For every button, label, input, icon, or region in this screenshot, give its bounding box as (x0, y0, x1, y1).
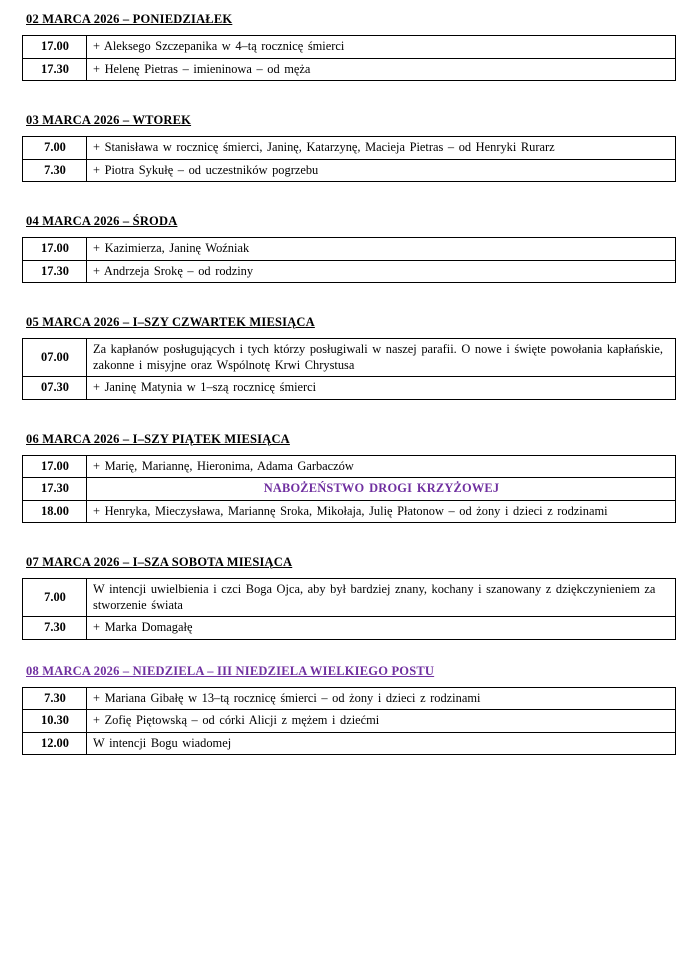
table-row (23, 732, 676, 755)
mass-intention: + Piotra Sykułę – od uczestników pogrzebu (87, 159, 676, 182)
mass-time: 07.30 (23, 377, 87, 400)
mass-intention: W intencji uwielbienia i czci Boga Ojca, aby był bardziej znany, kochany i szanowany z dziękczynieniem za stworzenie świata (87, 579, 676, 617)
table-row (23, 137, 676, 160)
day-heading: 05 MARCA 2026 – I–SZY CZWARTEK MIESIĄCA (26, 315, 315, 329)
table-row (23, 710, 676, 733)
block-spacer (18, 400, 675, 426)
mass-intention: + Aleksego Szczepanika w 4–tą rocznicę śmierci (87, 36, 676, 59)
block-spacer (18, 755, 675, 773)
table-row (23, 617, 676, 640)
mass-intention: + Marka Domagałę (87, 617, 676, 640)
mass-intention: + Helenę Pietras – imieninowa – od męża (87, 58, 676, 81)
day-block (18, 660, 675, 774)
day-block (18, 109, 675, 208)
mass-time: 7.30 (23, 617, 87, 640)
day-block (18, 311, 675, 426)
mass-time: 10.30 (23, 710, 87, 733)
block-spacer (18, 182, 675, 208)
day-heading: 02 MARCA 2026 – PONIEDZIAŁEK (26, 12, 233, 26)
mass-time: 07.00 (23, 339, 87, 377)
mass-intentions-table (22, 136, 676, 182)
block-spacer (18, 640, 675, 658)
day-block (18, 551, 675, 658)
mass-intention: + Zofię Piętowską – od córki Alicji z mężem i dziećmi (87, 710, 676, 733)
mass-time: 18.00 (23, 500, 87, 523)
day-heading: 03 MARCA 2026 – WTOREK (26, 113, 192, 127)
day-block (18, 8, 675, 107)
mass-intention: + Stanisława w rocznicę śmierci, Janinę, Katarzynę, Macieja Pietras – od Henryki Rurarz (87, 137, 676, 160)
mass-intention: + Janinę Matynia w 1–szą rocznicę śmierci (87, 377, 676, 400)
table-row (23, 58, 676, 81)
mass-intention: + Marię, Mariannę, Hieronima, Adama Garbaczów (87, 455, 676, 478)
table-row (23, 36, 676, 59)
table-row (23, 500, 676, 523)
table-row (23, 377, 676, 400)
mass-time: 7.00 (23, 137, 87, 160)
mass-time: 17.00 (23, 455, 87, 478)
mass-intention: Za kapłanów posługujących i tych którzy posługiwali w naszej parafii. O nowe i święte powołania kapłańskie, zakonne i misyjne oraz Wspólnotę Krwi Chrystusa (87, 339, 676, 377)
mass-intention: + Kazimierza, Janinę Woźniak (87, 238, 676, 261)
table-row (23, 339, 676, 377)
table-row (23, 260, 676, 283)
mass-intention: + Andrzeja Srokę – od rodziny (87, 260, 676, 283)
day-heading: 07 MARCA 2026 – I–SZA SOBOTA MIESIĄCA (26, 555, 293, 569)
mass-intentions-table (22, 338, 676, 400)
day-heading: 08 MARCA 2026 – NIEDZIELA – III NIEDZIELA WIELKIEGO POSTU (26, 663, 435, 678)
table-row (23, 579, 676, 617)
mass-intentions-table (22, 35, 676, 81)
day-heading: 06 MARCA 2026 – I–SZY PIĄTEK MIESIĄCA (26, 431, 290, 446)
block-spacer (18, 523, 675, 549)
mass-intention: + Mariana Gibałę w 13–tą rocznicę śmierci – od żony i dzieci z rodzinami (87, 687, 676, 710)
day-heading: 04 MARCA 2026 – ŚRODA (26, 214, 178, 228)
mass-intentions-table (22, 455, 676, 524)
block-spacer (18, 283, 675, 309)
mass-intention: + Henryka, Mieczysława, Mariannę Sroka, Mikołaja, Julię Płatonow – od żony i dzieci z rodzinami (87, 500, 676, 523)
mass-time: 7.30 (23, 687, 87, 710)
mass-time: 17.30 (23, 58, 87, 81)
day-block (18, 210, 675, 309)
table-row (23, 238, 676, 261)
day-blocks-container (18, 8, 675, 773)
mass-intentions-table (22, 687, 676, 756)
mass-time: 7.00 (23, 579, 87, 617)
mass-intentions-table (22, 578, 676, 640)
table-row (23, 159, 676, 182)
mass-time: 17.30 (23, 478, 87, 501)
mass-intention: W intencji Bogu wiadomej (87, 732, 676, 755)
devotion-notice: NABOŻEŃSTWO DROGI KRZYŻOWEJ (87, 478, 676, 501)
table-row (23, 478, 676, 501)
mass-time: 17.00 (23, 238, 87, 261)
mass-time: 17.00 (23, 36, 87, 59)
table-row (23, 687, 676, 710)
block-spacer (18, 81, 675, 107)
mass-intentions-table (22, 237, 676, 283)
table-row (23, 455, 676, 478)
mass-time: 17.30 (23, 260, 87, 283)
day-block (18, 428, 675, 550)
mass-time: 12.00 (23, 732, 87, 755)
mass-time: 7.30 (23, 159, 87, 182)
